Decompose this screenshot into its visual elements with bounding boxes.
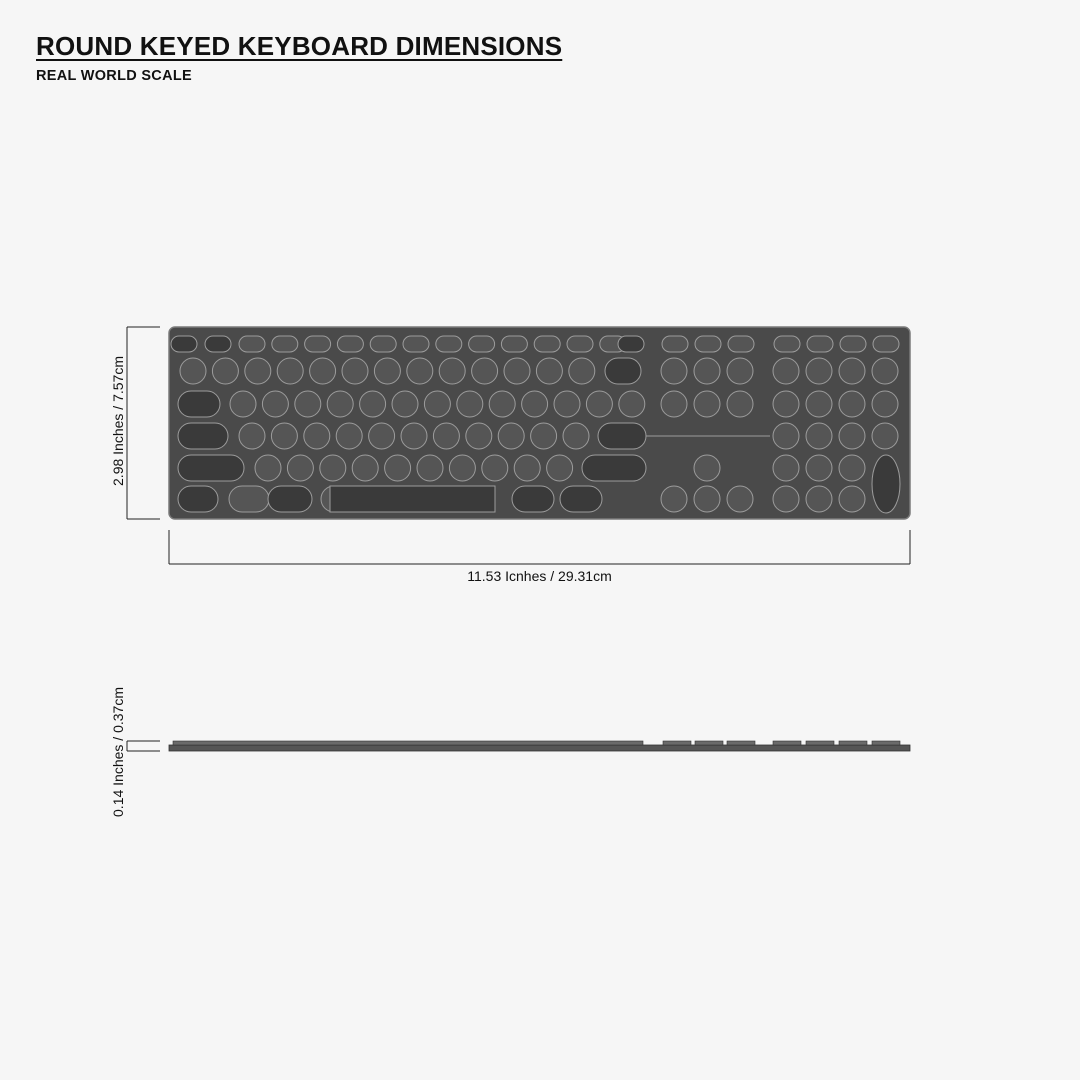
page-title: ROUND KEYED KEYBOARD DIMENSIONS <box>36 31 563 61</box>
keycap <box>385 455 411 481</box>
keycap <box>287 455 313 481</box>
keycap <box>839 391 865 417</box>
keycap <box>407 358 433 384</box>
keycap <box>212 358 238 384</box>
keycap <box>360 391 386 417</box>
keycap <box>401 423 427 449</box>
keycap-wide <box>171 336 197 352</box>
side-keycap <box>695 741 723 745</box>
keycap-wide <box>178 391 220 417</box>
keycap-wide <box>178 455 244 481</box>
keycap <box>839 423 865 449</box>
width-dimension-bracket <box>169 530 910 564</box>
keycap <box>694 486 720 512</box>
depth-dimension-label: 0.14 Inches / 0.37cm <box>110 687 126 817</box>
keycap <box>619 391 645 417</box>
keycap-wide <box>337 336 363 352</box>
keycap <box>295 391 321 417</box>
keycap <box>872 391 898 417</box>
keycap <box>839 486 865 512</box>
side-keycaps <box>173 741 900 745</box>
keycap <box>327 391 353 417</box>
height-dimension-bracket <box>127 327 160 519</box>
keycap <box>320 455 346 481</box>
keycap <box>514 455 540 481</box>
keycap-wide <box>872 455 900 513</box>
keycap <box>489 391 515 417</box>
keycap-wide <box>512 486 554 512</box>
keycap <box>255 455 281 481</box>
keycap <box>554 391 580 417</box>
side-keycap <box>663 741 691 745</box>
keycap <box>547 455 573 481</box>
keycap <box>839 455 865 481</box>
keycap <box>773 455 799 481</box>
keycap-wide <box>618 336 644 352</box>
keycap <box>694 455 720 481</box>
keyboard-top-view <box>169 327 910 519</box>
keycap <box>806 423 832 449</box>
keycap <box>839 358 865 384</box>
keyboard-side-view <box>169 741 910 751</box>
spacebar <box>330 486 495 512</box>
keycap <box>180 358 206 384</box>
keycap-wide <box>229 486 269 512</box>
keycap-wide <box>469 336 495 352</box>
keycap <box>457 391 483 417</box>
keycap-wide <box>582 455 646 481</box>
keycap <box>694 391 720 417</box>
side-keycap <box>773 741 801 745</box>
keycap <box>352 455 378 481</box>
keycap-wide <box>807 336 833 352</box>
keycap <box>504 358 530 384</box>
keycap <box>773 423 799 449</box>
keycap <box>563 423 589 449</box>
keycap <box>773 486 799 512</box>
side-keycap <box>872 741 900 745</box>
keycap <box>661 391 687 417</box>
keycap <box>439 358 465 384</box>
keycap-wide <box>501 336 527 352</box>
keycap <box>569 358 595 384</box>
keycap-wide <box>695 336 721 352</box>
keycap <box>531 423 557 449</box>
keycap <box>806 391 832 417</box>
keycap-wide <box>178 486 218 512</box>
keycap <box>727 358 753 384</box>
keycap <box>424 391 450 417</box>
keycap <box>245 358 271 384</box>
keycap-wide <box>728 336 754 352</box>
keycap-wide <box>840 336 866 352</box>
keycap <box>230 391 256 417</box>
keycap <box>392 391 418 417</box>
keycap <box>449 455 475 481</box>
side-keycap <box>806 741 834 745</box>
side-keycap <box>173 741 643 745</box>
keycap <box>498 423 524 449</box>
keyboard-side-body <box>169 745 910 751</box>
keycap-wide <box>178 423 228 449</box>
keycap <box>271 423 297 449</box>
side-keycap <box>727 741 755 745</box>
keycap-wide <box>662 336 688 352</box>
keycap <box>277 358 303 384</box>
keycap <box>374 358 400 384</box>
depth-dimension-bracket <box>127 741 160 751</box>
width-dimension-label: 11.53 Icnhes / 29.31cm <box>467 568 612 584</box>
height-dimension-label: 2.98 Inches / 7.57cm <box>110 356 126 486</box>
keycap-wide <box>370 336 396 352</box>
keycap-wide <box>598 423 646 449</box>
keycap-wide <box>873 336 899 352</box>
keycap-wide <box>560 486 602 512</box>
keycap-wide <box>605 358 641 384</box>
keycap-wide <box>403 336 429 352</box>
keycap <box>336 423 362 449</box>
keycap <box>773 391 799 417</box>
keycap <box>466 423 492 449</box>
keycap <box>304 423 330 449</box>
keycap <box>522 391 548 417</box>
keycap-wide <box>239 336 265 352</box>
keycap <box>586 391 612 417</box>
keycap-wide <box>534 336 560 352</box>
keycap <box>342 358 368 384</box>
keycap <box>806 358 832 384</box>
keycap-wide <box>205 336 231 352</box>
keycap-wide <box>268 486 312 512</box>
keycap <box>369 423 395 449</box>
keycap <box>806 455 832 481</box>
keycap <box>806 486 832 512</box>
keycap <box>417 455 443 481</box>
keycap <box>694 358 720 384</box>
page-subtitle: REAL WORLD SCALE <box>36 68 192 84</box>
keycap <box>727 391 753 417</box>
keycap <box>661 486 687 512</box>
keycap <box>433 423 459 449</box>
keycap <box>872 423 898 449</box>
side-keycap <box>839 741 867 745</box>
keycap-wide <box>567 336 593 352</box>
keycap <box>727 486 753 512</box>
keycap <box>262 391 288 417</box>
keycap <box>482 455 508 481</box>
keycap-wide <box>436 336 462 352</box>
keycap <box>872 358 898 384</box>
keycap <box>536 358 562 384</box>
keycap <box>239 423 265 449</box>
keycap-wide <box>305 336 331 352</box>
keycap <box>310 358 336 384</box>
keycap-wide <box>774 336 800 352</box>
keycap-wide <box>272 336 298 352</box>
keycap <box>773 358 799 384</box>
keycap <box>472 358 498 384</box>
keycap <box>661 358 687 384</box>
